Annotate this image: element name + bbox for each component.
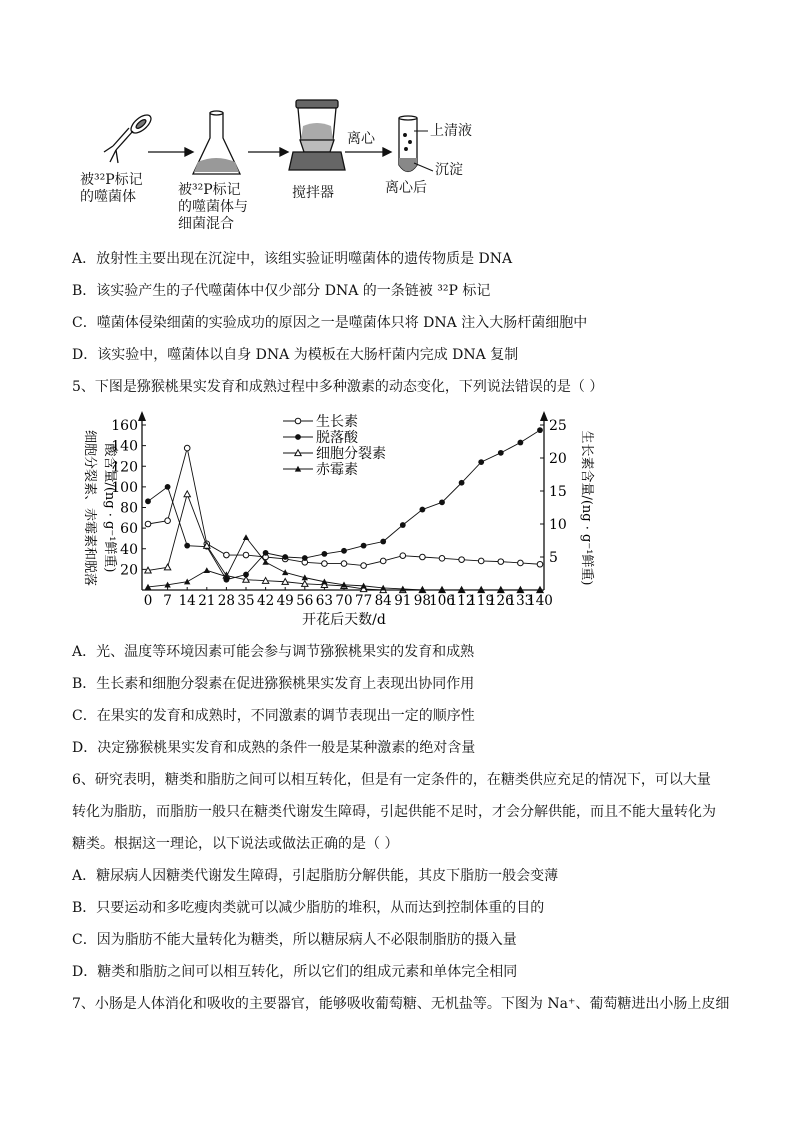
x-tick-label: 63	[315, 593, 333, 609]
x-tick-label: 21	[198, 593, 216, 609]
x-tick-label: 133	[507, 593, 534, 609]
q6-option-a: A．糖尿病人因糖类代谢发生障碍，引起脂肪分解供能，其皮下脂肪一般会变薄	[72, 868, 559, 884]
centrifuge-tube-icon	[399, 116, 433, 172]
q7-stem: 7、小肠是人体消化和吸收的主要器官，能够吸收葡萄糖、无机盐等。下图为 Na⁺、葡萄糖进出小肠上皮细	[72, 996, 730, 1012]
data-point	[243, 552, 249, 558]
data-point	[282, 569, 288, 575]
data-point	[282, 554, 288, 560]
data-point	[518, 440, 524, 446]
data-point	[322, 551, 328, 557]
y-left-label: 细胞分裂素、赤霉素和脱落	[82, 429, 97, 587]
data-point	[341, 561, 347, 567]
flow-arrow-3	[345, 148, 391, 156]
q4-option-a: A．放射性主要出现在沉淀中，该组实验证明噬菌体的遗传物质是 DNA	[72, 251, 513, 267]
data-point	[184, 579, 190, 585]
data-point	[145, 498, 151, 504]
data-point	[243, 534, 249, 540]
data-point	[420, 507, 426, 513]
y-right-tick-label: 25	[549, 418, 567, 434]
x-axis-label: 开花后天数/d	[302, 612, 386, 628]
flask-icon	[193, 111, 240, 174]
x-tick-label: 119	[468, 593, 495, 609]
data-point	[400, 553, 406, 559]
phage-icon	[104, 112, 154, 163]
data-point	[459, 480, 465, 486]
data-point	[478, 558, 484, 564]
legend-label: 细胞分裂素	[316, 446, 386, 462]
sediment-label: 沉淀	[435, 162, 463, 178]
step1-label: 被³²P标记 的噬菌体	[80, 172, 143, 205]
data-point	[322, 561, 328, 567]
data-point	[380, 558, 386, 564]
x-tick-label: 112	[448, 593, 475, 609]
y-left-tick-label: 160	[111, 418, 138, 434]
x-tick-label: 77	[355, 593, 373, 609]
q6-stem-line3: 糖类。根据这一理论，以下说法或做法正确的是（ ）	[72, 836, 399, 852]
data-point	[459, 557, 465, 563]
y-right-tick-label: 20	[549, 451, 567, 467]
x-tick-label: 35	[237, 593, 255, 609]
data-point	[165, 484, 171, 490]
data-point	[439, 499, 445, 505]
data-point	[341, 548, 347, 554]
x-tick-label: 106	[429, 593, 455, 609]
y-left-tick-label: 80	[120, 500, 138, 517]
y-axis-left-arrow	[138, 411, 146, 421]
step3-label: 搅拌器	[292, 185, 334, 201]
data-point	[145, 521, 151, 527]
y-right-tick-label: 15	[549, 484, 567, 500]
y-left-tick-label: 100	[111, 479, 138, 496]
data-point	[361, 563, 367, 569]
data-point	[537, 427, 543, 433]
y-left-tick-label: 40	[120, 541, 138, 558]
data-point	[204, 567, 210, 573]
data-point	[295, 434, 301, 440]
hormone-chart	[0, 400, 794, 645]
q6-option-b: B．只要运动和多吃瘦肉类就可以减少脂肪的堆积，从而达到控制体重的目的	[72, 900, 545, 916]
q5-option-d: D．决定猕猴桃果实发育和成熟的条件一般是某种激素的绝对含量	[72, 740, 476, 756]
data-point	[164, 564, 170, 570]
y-left-tick-label: 60	[120, 521, 138, 538]
x-tick-label: 28	[217, 593, 235, 609]
x-tick-label: 91	[394, 593, 412, 609]
q4-option-d: D．该实验中，噬菌体以自身 DNA 为模板在大肠杆菌内完成 DNA 复制	[72, 347, 519, 363]
step4-label: 离心后	[385, 180, 427, 196]
y-right-label: 生长素含量/(ng · g⁻¹鲜重)	[579, 430, 594, 586]
data-point	[537, 561, 543, 567]
q5-option-b: B．生长素和细胞分裂素在促进猕猴桃果实发育上表现出协同作用	[72, 676, 475, 692]
data-point	[400, 522, 406, 528]
x-tick-label: 7	[163, 593, 172, 609]
supernatant-label: 上清液	[430, 123, 472, 139]
data-point	[224, 552, 230, 558]
y-left-tick-label: 140	[111, 438, 138, 455]
data-point	[184, 543, 190, 549]
x-tick-label: 14	[178, 593, 196, 609]
q6-stem-line2: 转化为脂肪，而脂肪一般只在糖类代谢发生障碍，引起供能不足时，才会分解供能，而且不能大量转化为	[72, 804, 716, 820]
q4-option-b: B．该实验产生的子代噬菌体中仅少部分 DNA 的一条链被 ³²P 标记	[72, 283, 491, 299]
data-point	[380, 539, 386, 545]
y-right-tick-label: 5	[549, 550, 558, 566]
y-left-tick-label: 20	[120, 562, 138, 579]
q5-option-a: A．光、温度等环境因素可能会参与调节猕猴桃果实的发育和成熟	[72, 644, 475, 660]
y-axis-right-arrow	[540, 411, 548, 421]
q6-option-d: D．糖类和脂肪之间可以相互转化，所以它们的组成元素和单体完全相同	[72, 964, 518, 980]
x-tick-label: 70	[335, 593, 353, 609]
blender-icon	[289, 100, 345, 170]
x-tick-label: 56	[296, 593, 314, 609]
x-tick-label: 98	[413, 593, 431, 609]
legend-label: 生长素	[316, 414, 358, 430]
q5-stem: 5、下图是猕猴桃果实发育和成熟过程中多种激素的动态变化，下列说法错误的是（ ）	[72, 379, 604, 395]
y-left-label: 酸含量/(ng · g⁻¹鲜重)	[102, 443, 117, 573]
x-tick-label: 84	[374, 593, 392, 609]
legend-label: 脱落酸	[316, 430, 358, 446]
step2-label: 被³²P标记 的噬菌体与 细菌混合	[178, 182, 248, 232]
data-point	[478, 459, 484, 465]
data-point	[439, 556, 445, 562]
data-point	[361, 543, 367, 549]
data-point	[165, 518, 171, 524]
data-point	[184, 445, 190, 451]
centrifuge-arrow-label: 离心	[347, 131, 375, 147]
x-tick-label: 49	[276, 593, 294, 609]
flow-arrow-2	[248, 148, 288, 156]
legend-label: 赤霉素	[316, 462, 358, 478]
data-point	[498, 559, 504, 565]
y-right-tick-label: 10	[549, 517, 567, 533]
x-tick-label: 42	[257, 593, 275, 609]
data-point	[518, 560, 524, 566]
data-point	[184, 491, 190, 497]
q6-stem-line1: 6、研究表明，糖类和脂肪之间可以相互转化，但是有一定条件的，在糖类供应充足的情况下，可以大量	[72, 772, 711, 788]
data-point	[295, 418, 301, 424]
x-tick-label: 126	[487, 593, 514, 609]
q6-option-c: C．因为脂肪不能大量转化为糖类，所以糖尿病人不必限制脂肪的摄入量	[72, 932, 517, 948]
data-point	[263, 550, 269, 556]
q4-option-c: C．噬菌体侵染细菌的实验成功的原因之一是噬菌体只将 DNA 注入大肠杆菌细胞中	[72, 315, 588, 331]
data-point	[498, 450, 504, 456]
data-point	[302, 555, 308, 561]
flow-arrow-1	[148, 148, 193, 156]
y-left-tick-label: 120	[111, 459, 138, 476]
data-point	[420, 554, 426, 560]
q5-option-c: C．在果实的发育和成熟时，不同激素的调节表现出一定的顺序性	[72, 708, 475, 724]
x-tick-label: 140	[527, 593, 553, 609]
x-tick-label: 0	[143, 593, 153, 609]
